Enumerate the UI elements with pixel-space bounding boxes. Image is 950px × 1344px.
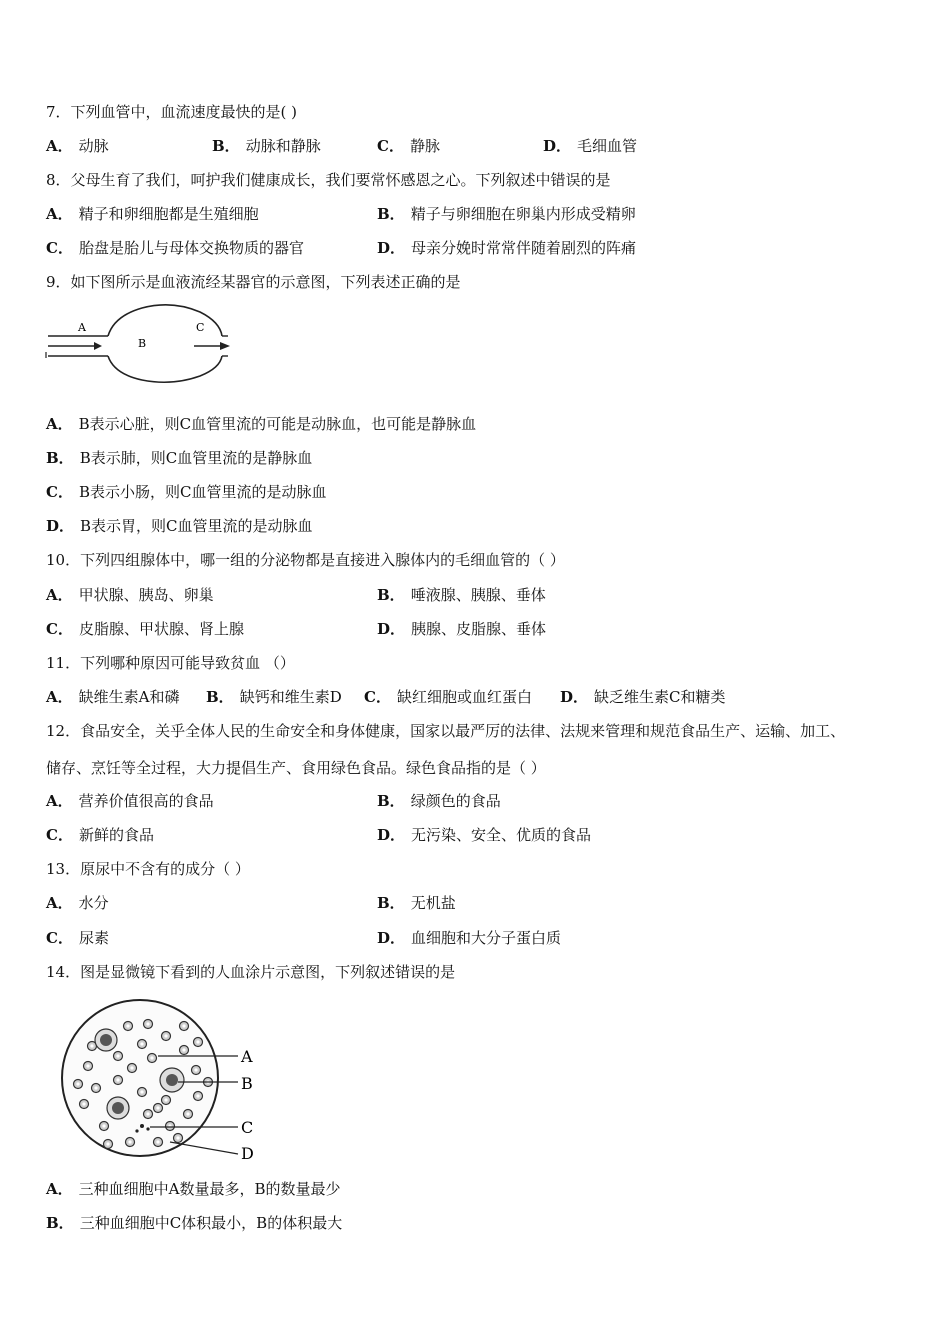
red-blood-cell-center: [90, 1044, 93, 1047]
organ-bottom-outline: [108, 356, 222, 382]
white-blood-cell-nucleus: [100, 1034, 112, 1046]
label-b: B: [138, 337, 147, 350]
question-12-stem-continued: 储存、烹饪等全过程，大力提倡生产、食用绿色食品。绿色食品指的是（ ）: [46, 759, 546, 777]
red-blood-cell-center: [156, 1106, 159, 1109]
question-8-stem: 8．父母生育了我们，呵护我们健康成长，我们要常怀感恩之心。下列叙述中错误的是: [46, 171, 611, 189]
red-blood-cell-center: [140, 1042, 143, 1045]
platelet: [135, 1129, 138, 1132]
question-11-stem: 11．下列哪种原因可能导致贫血 （）: [46, 654, 295, 672]
q10-option-d[interactable]: D． 胰腺、皮脂腺、垂体: [377, 620, 547, 638]
q10-option-a[interactable]: A． 甲状腺、胰岛、卵巢: [46, 586, 214, 604]
q12-option-a[interactable]: A． 营养价值很高的食品: [46, 792, 214, 810]
q8-option-c[interactable]: C． 胎盘是胎儿与母体交换物质的器官: [46, 239, 304, 257]
microscope-field: [62, 1000, 218, 1156]
red-blood-cell-center: [86, 1064, 89, 1067]
question-7-stem: 7．下列血管中，血流速度最快的是( ): [46, 103, 298, 121]
q10-option-c[interactable]: C． 皮脂腺、甲状腺、肾上腺: [46, 620, 244, 638]
q7-option-d[interactable]: D． 毛细血管: [543, 137, 638, 155]
red-blood-cell-center: [146, 1022, 149, 1025]
red-blood-cell-center: [106, 1142, 109, 1145]
label-c: C: [241, 1118, 254, 1137]
q11-option-b[interactable]: B． 缺钙和维生素D: [206, 688, 342, 706]
red-blood-cell-center: [130, 1066, 133, 1069]
pointer-d: [170, 1142, 238, 1154]
q14-option-b[interactable]: B． 三种血细胞中C体积最小，B的体积最大: [46, 1214, 343, 1232]
outflow-arrow-head: [220, 342, 230, 350]
red-blood-cell-center: [128, 1140, 131, 1143]
red-blood-cell-center: [196, 1094, 199, 1097]
red-blood-cell-center: [102, 1124, 105, 1127]
question-14-stem: 14．图是显微镜下看到的人血涂片示意图，下列叙述错误的是: [46, 963, 456, 981]
label-c: C: [196, 321, 205, 334]
red-blood-cell-center: [150, 1056, 153, 1059]
inflow-arrow-head: [94, 342, 102, 350]
blood-smear-diagram: [58, 996, 268, 1166]
q11-option-a[interactable]: A． 缺维生素A和磷: [46, 688, 180, 706]
q12-option-b[interactable]: B． 绿颜色的食品: [377, 792, 501, 810]
q7-option-b[interactable]: B． 动脉和静脉: [212, 137, 321, 155]
blood-flow-organ-diagram: [44, 300, 244, 390]
question-13-stem: 13．原尿中不含有的成分（ ）: [46, 860, 250, 878]
red-blood-cell-center: [194, 1068, 197, 1071]
q14-option-a[interactable]: A． 三种血细胞中A数量最多，B的数量最少: [46, 1180, 341, 1198]
red-blood-cell-center: [164, 1034, 167, 1037]
red-blood-cell-center: [146, 1112, 149, 1115]
q9-option-c[interactable]: C． B表示小肠，则C血管里流的是动脉血: [46, 483, 327, 501]
red-blood-cell-center: [196, 1040, 199, 1043]
label-a: A: [78, 321, 86, 334]
q8-option-d[interactable]: D． 母亲分娩时常常伴随着剧烈的阵痛: [377, 239, 637, 257]
red-blood-cell-center: [94, 1086, 97, 1089]
q8-option-a[interactable]: A． 精子和卵细胞都是生殖细胞: [46, 205, 259, 223]
q13-option-a[interactable]: A． 水分: [46, 894, 109, 912]
red-blood-cell-center: [182, 1024, 185, 1027]
label-d: D: [241, 1144, 254, 1163]
q9-option-a[interactable]: A． B表示心脏，则C血管里流的可能是动脉血，也可能是静脉血: [46, 415, 477, 433]
red-blood-cell-center: [176, 1136, 179, 1139]
red-blood-cell-center: [182, 1048, 185, 1051]
red-blood-cell-center: [116, 1054, 119, 1057]
q8-option-b[interactable]: B． 精子与卵细胞在卵巢内形成受精卵: [377, 205, 636, 223]
red-blood-cell-center: [140, 1090, 143, 1093]
q13-option-b[interactable]: B． 无机盐: [377, 894, 456, 912]
red-blood-cell-center: [186, 1112, 189, 1115]
q13-option-c[interactable]: C． 尿素: [46, 929, 109, 947]
red-blood-cell-center: [156, 1140, 159, 1143]
red-blood-cell-center: [126, 1024, 129, 1027]
q11-option-d[interactable]: D． 缺乏维生素C和糖类: [560, 688, 726, 706]
red-blood-cell-center: [116, 1078, 119, 1081]
q11-option-c[interactable]: C． 缺红细胞或血红蛋白: [364, 688, 532, 706]
red-blood-cell-center: [82, 1102, 85, 1105]
white-blood-cell-nucleus: [166, 1074, 178, 1086]
q7-option-a[interactable]: A． 动脉: [46, 137, 109, 155]
platelet: [140, 1124, 144, 1128]
q12-option-d[interactable]: D． 无污染、安全、优质的食品: [377, 826, 592, 844]
question-9-stem: 9．如下图所示是血液流经某器官的示意图，下列表述正确的是: [46, 273, 461, 291]
red-blood-cell-center: [76, 1082, 79, 1085]
q13-option-d[interactable]: D． 血细胞和大分子蛋白质: [377, 929, 562, 947]
q12-option-c[interactable]: C． 新鲜的食品: [46, 826, 154, 844]
white-blood-cell-nucleus: [112, 1102, 124, 1114]
label-a: A: [241, 1047, 253, 1066]
q7-option-c[interactable]: C． 静脉: [377, 137, 440, 155]
q9-option-b[interactable]: B． B表示肺，则C血管里流的是静脉血: [46, 449, 313, 467]
q9-option-d[interactable]: D． B表示胃，则C血管里流的是动脉血: [46, 517, 313, 535]
label-b: B: [241, 1074, 253, 1093]
question-10-stem: 10．下列四组腺体中，哪一组的分泌物都是直接进入腺体内的毛细血管的（ ）: [46, 551, 565, 569]
organ-top-outline: [108, 305, 222, 336]
q10-option-b[interactable]: B． 唾液腺、胰腺、垂体: [377, 586, 546, 604]
question-12-stem: 12．食品安全，关乎全体人民的生命安全和身体健康，国家以最严厉的法律、法规来管理和规范食品生产、运输、加工、: [46, 722, 846, 740]
red-blood-cell-center: [164, 1098, 167, 1101]
platelet: [146, 1127, 149, 1130]
